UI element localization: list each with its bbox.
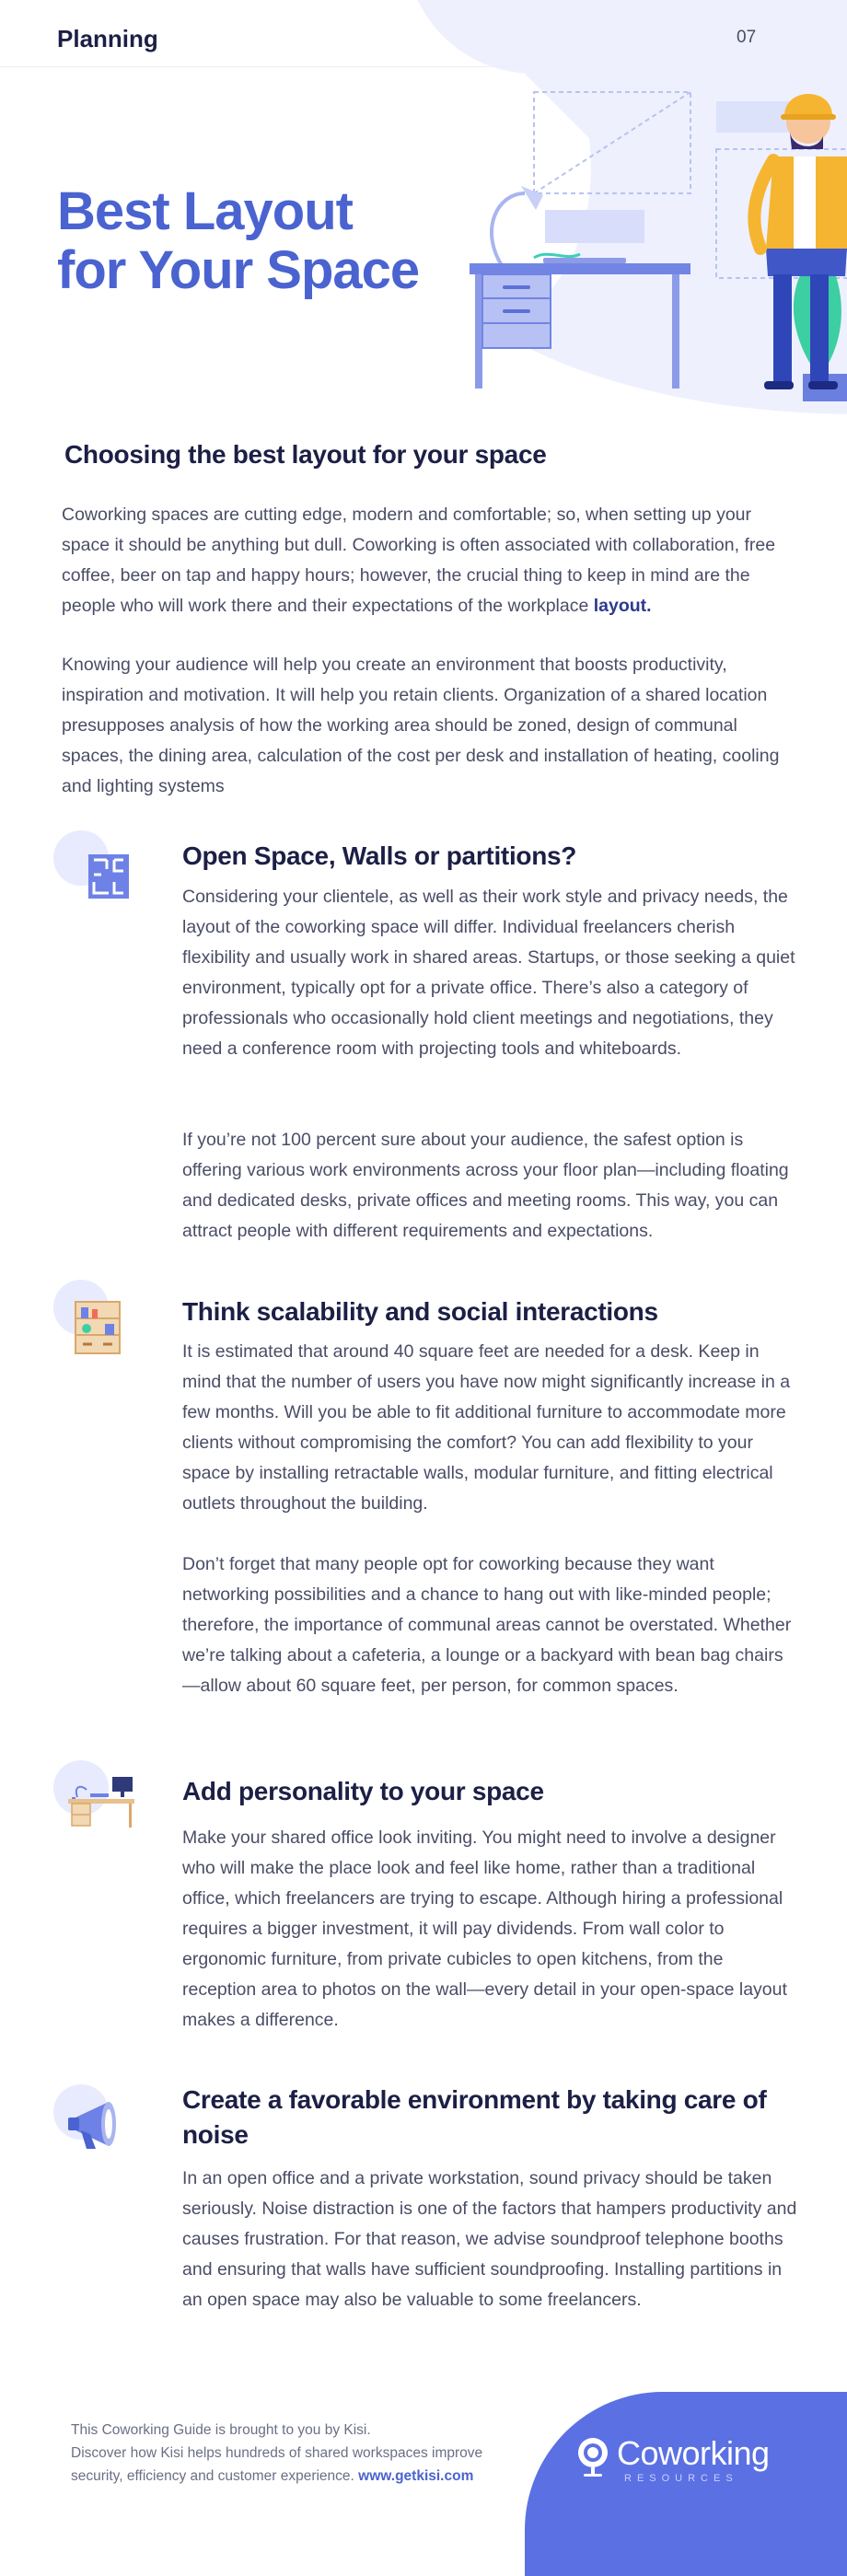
- footer-line-3-text: security, efficiency and customer experience.: [71, 2468, 359, 2484]
- globe-icon: [573, 2434, 613, 2478]
- section-3-title: Add personality to your space: [182, 1777, 544, 1805]
- intro-title: Choosing the best layout for your space: [64, 440, 547, 469]
- megaphone-icon: [53, 2083, 136, 2165]
- intro-paragraph-2: Knowing your audience will help you create an environment that boosts productivity, inspiration and motivation. It will help you retain clients. Organization of a shared location presupposes analysis of how the working area should be zoned, design of communal spaces, the dining area, calculation of the cost per desk and installation of heating, cooling and lighting systems: [62, 655, 780, 796]
- kisi-website-link[interactable]: www.getkisi.com: [358, 2468, 474, 2484]
- desk-icon: [53, 1758, 136, 1841]
- floor-plan-icon: [53, 829, 136, 911]
- section-2-paragraph-2: Don’t forget that many people opt for coworking because they want networking possibilities and a chance to hang out with like-minded people; therefore, the importance of communal areas cannot be overstated. Whether we’re talking about a cafeteria, a lounge or a backyard with bean bag chairs—allow about 60 square feet, per person, for common spaces.: [182, 1554, 792, 1696]
- logo-wordmark: Coworking: [617, 2434, 770, 2472]
- page-title-line-1: Best Layout: [57, 181, 353, 241]
- section-2-paragraph-1: It is estimated that around 40 square feet are needed for a desk. Keep in mind that the number of users you have now might significantly increase in a few months. Will you be able to fit additional furniture to accommodate more clients without compromising the comfort? You can add flexibility to your space by installing retractable walls, modular furniture, and fitting electrical outlets throughout the building.: [182, 1341, 791, 1514]
- hero-workspace-illustration: [442, 64, 847, 414]
- intro-paragraph-1: [62, 500, 798, 621]
- footer-credits: [71, 2419, 550, 2488]
- section-label: Planning: [57, 25, 158, 52]
- logo-subtitle: RESOURCES: [624, 2473, 738, 2484]
- section-4-paragraph-1: In an open office and a private workstation, sound privacy should be taken seriously. Noise distraction is one of the factors that hampers productivity and causes frustration. For that reason, we advise soundproof telephone booths and ensuring that walls have sufficient soundproofing. Installing partitions in an open space may also be valuable to some freelancers.: [182, 2168, 797, 2310]
- page-title: [57, 182, 481, 300]
- footer-line-1: This Coworking Guide is brought to you by Kisi.: [71, 2422, 371, 2438]
- page-number: 07: [737, 28, 757, 47]
- page-title-line-2: for Your Space: [57, 240, 420, 300]
- footer-line-3: [71, 2465, 550, 2488]
- section-1-title: Open Space, Walls or partitions?: [182, 841, 577, 870]
- header-background-shape: [405, 0, 847, 74]
- section-1-paragraph-1: Considering your clientele, as well as their work style and privacy needs, the layout of the coworking space will differ. Individual freelancers cherish flexibility and usually work in shared areas. Startups, or those seeking a quiet environment, typically opt for a private office. There’s also a category of professionals who occasionally hold client meetings and negotiations, they need a conference room with projecting tools and whiteboards.: [182, 887, 795, 1059]
- footer-line-2: Discover how Kisi helps hundreds of shared workspaces improve: [71, 2445, 483, 2461]
- section-4-title: Create a favorable environment by taking care of noise: [182, 2085, 767, 2149]
- layout-link[interactable]: layout.: [593, 596, 652, 616]
- intro-paragraph-1-text: Coworking spaces are cutting edge, modern and comfortable; so, when setting up your space it should be anything but dull. Coworking is often associated with collaboration, free coffee, beer on tap and happy hours; however, the crucial thing to keep in mind are the people who will work there and their expectations of the workplace: [62, 505, 776, 616]
- section-1-paragraph-2: If you’re not 100 percent sure about your audience, the safest option is offering various work environments across your floor plan—including floating and dedicated desks, private offices and meeting rooms. This way, you can attract people with different requirements and expectations.: [182, 1130, 789, 1241]
- section-3-paragraph-1: Make your shared office look inviting. You might need to involve a designer who will make the place look and feel like home, rather than a traditional office, which freelancers are trying to escape. Although hiring a professional requires a bigger investment, it will pay dividends. From wall color to ergonomic furniture, from private cubicles to open kitchens, from the reception area to photos on the wall—every detail in your open-space layout makes a difference.: [182, 1828, 787, 2030]
- section-2-title: Think scalability and social interactions: [182, 1297, 658, 1326]
- coworking-resources-logo: [573, 2431, 812, 2495]
- shelf-icon: [53, 1278, 136, 1361]
